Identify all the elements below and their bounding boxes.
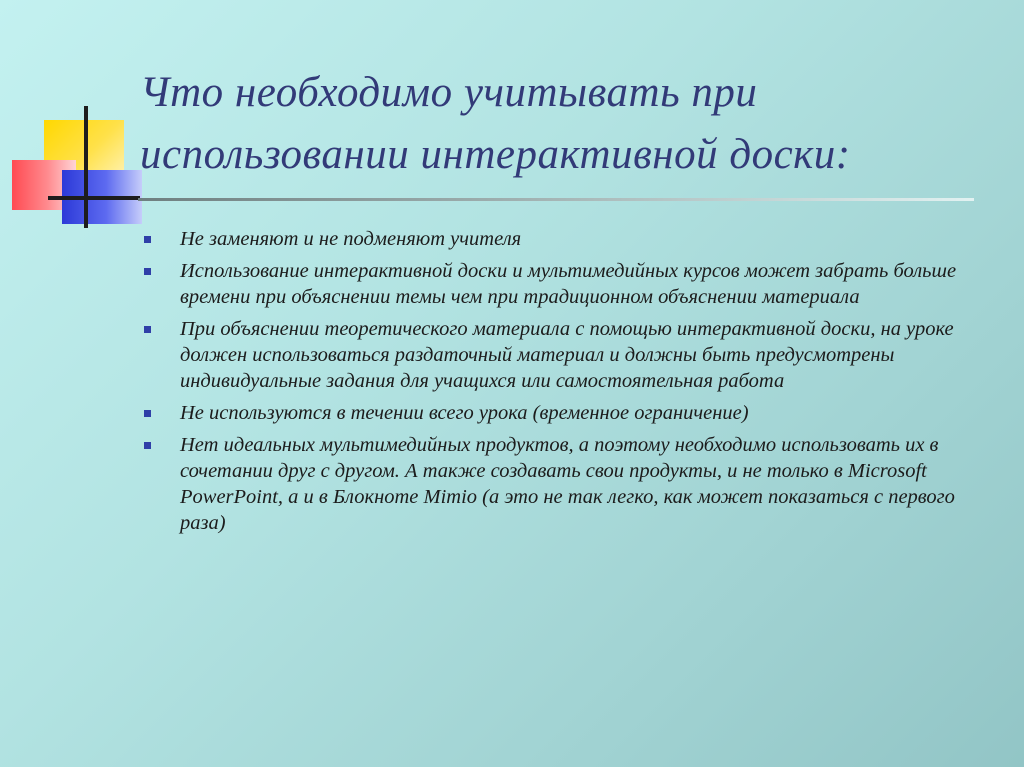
square-bullet-icon [144,442,151,449]
bullet-item [140,226,1000,252]
bullet-text: Не заменяют и не подменяют учителя [180,228,522,250]
bullet-item [140,400,1000,426]
bullet-item [140,258,1000,310]
title-underline [138,198,974,201]
bullet-text: Не используются в течении всего урока (временное ограничение) [180,402,749,424]
bullet-text: Нет идеальных мультимедийных продуктов, а поэтому необходимо использовать их в сочетании друг с другом. А также создавать свои продукты, и не только в Microsoft PowerPoint, а и в Блокноте Mimio (а это не так легко, как может показаться с первого раза) [180,434,955,534]
square-bullet-icon [144,410,151,417]
bullet-text: При объяснении теоретического материала с помощью интерактивной доски, на уроке должен использоваться раздаточный материал и должны быть предусмотрены индивидуальные задания для учащихся или самостоятельная работа [180,318,954,392]
bullet-item [140,316,1000,394]
square-bullet-icon [144,326,151,333]
slide-title: Что необходимо учитывать при использовании интерактивной доски: [140,69,851,178]
bullet-item [140,432,1000,536]
square-bullet-icon [144,268,151,275]
square-bullet-icon [144,236,151,243]
vertical-line [84,106,88,228]
horizontal-line [48,196,140,200]
bullet-list [140,226,1000,542]
decorative-squares-graphic [0,0,160,240]
bullet-text: Использование интерактивной доски и мультимедийных курсов может забрать больше времени при объяснении темы чем при традиционном объяснении материала [180,260,957,308]
